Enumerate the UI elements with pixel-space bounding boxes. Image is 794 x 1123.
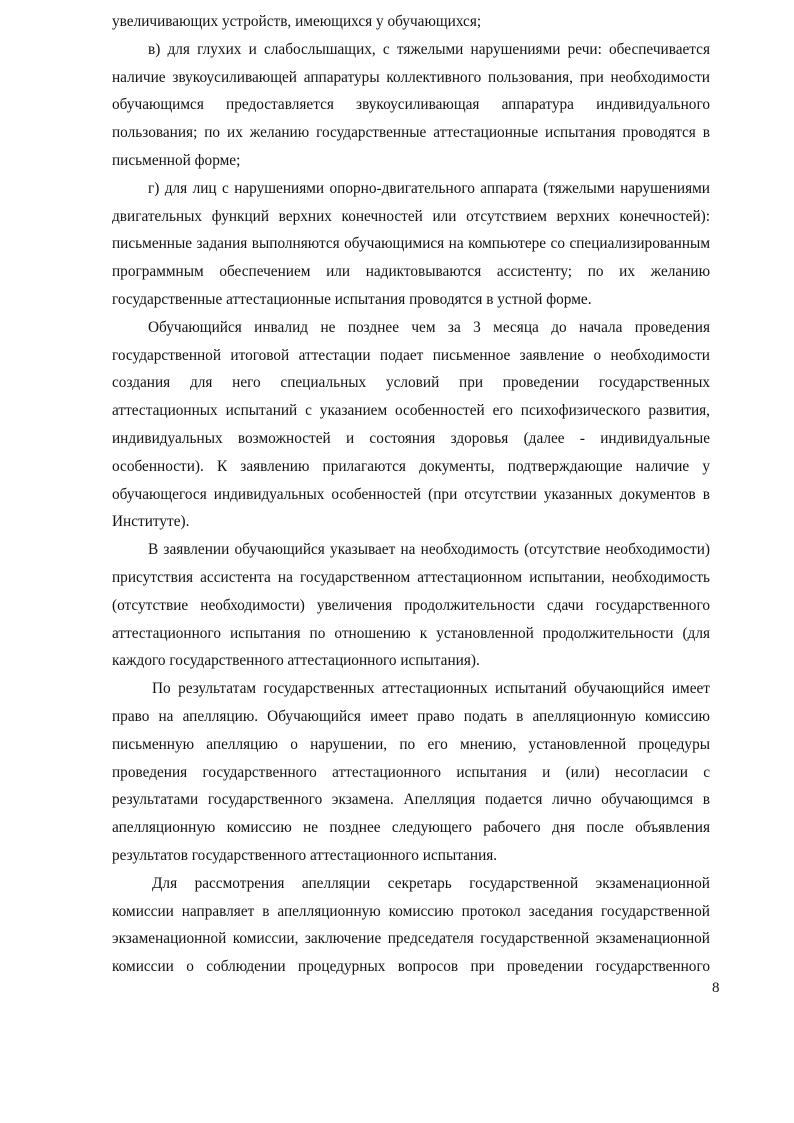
document-body <box>112 8 710 981</box>
text-line: в) для глухих и слабослышащих, с тяжелыми нарушениями речи: обеспечивается <box>148 40 710 58</box>
text-line: государственные аттестационные испытания проводятся в устной форме. <box>112 290 592 308</box>
text-line: результатами государственного экзамена. Апелляция подается лично обучающимся в <box>112 791 710 809</box>
text-line: комиссии о соблюдении процедурных вопросов при проведении государственного <box>112 958 710 976</box>
text-line: присутствия ассистента на государственном аттестационном испытании, необходимость <box>112 568 710 586</box>
text-line: государственной итоговой аттестации подает письменное заявление о необходимости <box>112 346 710 364</box>
text-line: обучающимся предоставляется звукоусиливающая аппаратура индивидуального <box>112 96 710 114</box>
text-line: письменную апелляцию о нарушении, по его мнению, установленной процедуры <box>112 735 710 753</box>
text-line: Для рассмотрения апелляции секретарь государственной экзаменационной <box>152 874 710 892</box>
text-line: пользования; по их желанию государственные аттестационные испытания проводятся в <box>112 124 710 142</box>
text-line: программным обеспечением или надиктовываются ассистенту; по их желанию <box>112 263 710 281</box>
text-line: Обучающийся инвалид не позднее чем за 3 месяца до начала проведения <box>148 318 710 336</box>
page-number: 8 <box>712 980 720 996</box>
text-line: наличие звукоусиливающей аппаратуры коллективного пользования, при необходимости <box>112 68 710 86</box>
text-line: проведения государственного аттестационного испытания и (или) несогласии с <box>112 763 710 781</box>
text-line: письменной форме; <box>112 151 241 169</box>
text-line: увеличивающих устройств, имеющихся у обучающихся; <box>112 13 482 30</box>
text-line: двигательных функций верхних конечностей или отсутствием верхних конечностей): <box>112 207 710 225</box>
text-line: (отсутствие необходимости) увеличения продолжительности сдачи государственного <box>112 596 710 614</box>
text-line: экзаменационной комиссии, заключение председателя государственной экзаменационной <box>112 930 710 948</box>
paragraph <box>112 36 710 175</box>
text-line: комиссии направляет в апелляционную комиссию протокол заседания государственной <box>112 902 710 920</box>
paragraph <box>112 175 710 314</box>
text-line: право на апелляцию. Обучающийся имеет право подать в апелляционную комиссию <box>112 707 710 725</box>
text-line: обучающегося индивидуальных особенностей (при отсутствии указанных документов в <box>112 485 710 503</box>
text-line: По результатам государственных аттестационных испытаний обучающийся имеет <box>152 680 710 698</box>
text-line: аттестационных испытаний с указанием особенностей его психофизического развития, <box>112 402 710 420</box>
text-line: результатов государственного аттестационного испытания. <box>112 846 498 864</box>
paragraph <box>112 675 710 870</box>
paragraph <box>112 8 710 36</box>
text-line: письменные задания выполняются обучающимися на компьютере со специализированным <box>112 235 710 253</box>
paragraph <box>112 870 710 981</box>
text-line: В заявлении обучающийся указывает на необходимость (отсутствие необходимости) <box>148 541 710 559</box>
text-line: каждого государственного аттестационного испытания). <box>112 652 480 670</box>
text-line: создания для него специальных условий при проведении государственных <box>112 374 710 392</box>
text-line: Институте). <box>112 513 190 531</box>
text-line: особенности). К заявлению прилагаются документы, подтверждающие наличие у <box>112 457 710 475</box>
paragraph <box>112 536 710 675</box>
paragraph <box>112 314 710 536</box>
text-line: апелляционную комиссию не позднее следующего рабочего дня после объявления <box>112 819 710 837</box>
text-line: индивидуальных возможностей и состояния здоровья (далее - индивидуальные <box>112 429 710 447</box>
text-line: аттестационного испытания по отношению к установленной продолжительности (для <box>112 624 710 642</box>
text-line: г) для лиц с нарушениями опорно-двигательного аппарата (тяжелыми нарушениями <box>148 179 710 197</box>
